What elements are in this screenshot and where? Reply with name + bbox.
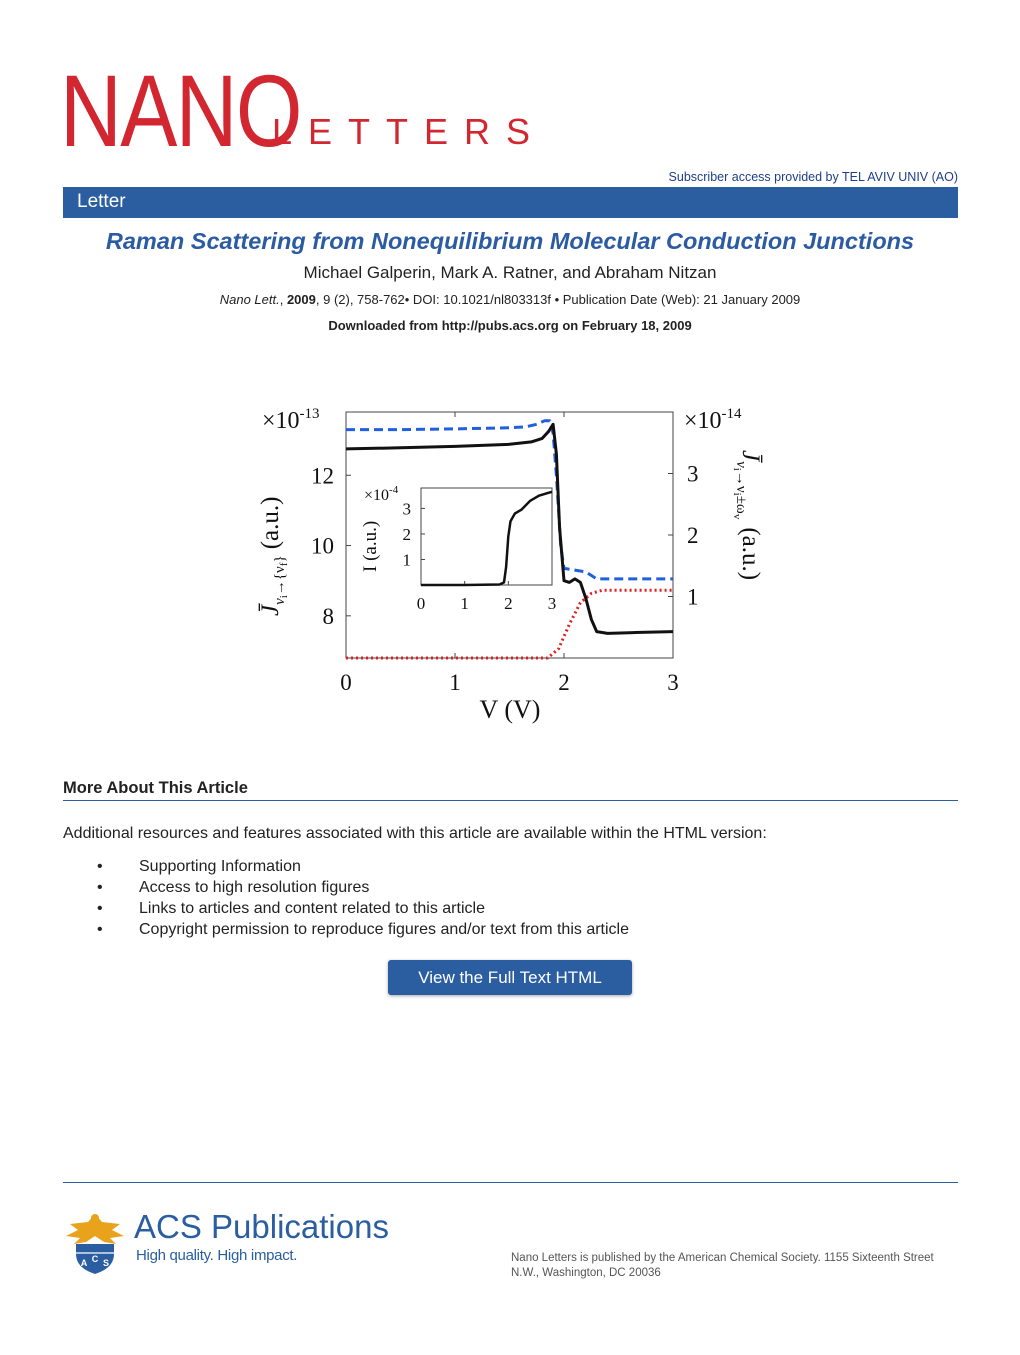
seal-letter-s: S xyxy=(102,1258,110,1268)
figure-svg xyxy=(240,388,780,728)
download-note: Downloaded from http://pubs.acs.org on February 18, 2009 xyxy=(328,318,692,333)
acs-publications-name: ACS Publications xyxy=(134,1208,389,1245)
citation-details: , 9 (2), 758-762• DOI: 10.1021/nl803313f • Publication Date (Web): 21 January 2009 xyxy=(315,292,801,307)
y-left-tick-label: 8 xyxy=(322,603,334,629)
subscriber-note: Subscriber access provided by TEL AVIV UNIV (AO) xyxy=(668,170,958,184)
citation-journal: Nano Lett. xyxy=(219,292,280,307)
x-axis-label: V (V) xyxy=(479,695,541,724)
citation-year: 2009 xyxy=(286,292,316,307)
inset-y-tick-label: 2 xyxy=(402,524,411,544)
more-about-heading: More About This Article xyxy=(63,779,248,797)
y-right-tick-label: 3 xyxy=(687,461,699,487)
resource-link[interactable]: Access to high resolution figures xyxy=(139,879,370,896)
footer-divider xyxy=(63,1182,958,1183)
journal-logo-nano: NANO xyxy=(60,54,301,168)
seal-letter-c: C xyxy=(91,1254,99,1264)
x-tick-label: 2 xyxy=(558,670,570,695)
y-right-axis-label: $J̄_\nu i\to\nu i\pm\omega v(a.u.)$ xyxy=(731,450,764,581)
acs-tagline: High quality. High impact. xyxy=(136,1247,298,1264)
y-left-axis-label: $J̄_\nu i\to\{\nu f\}(a.u.)$ xyxy=(257,496,290,616)
bullet-icon: • xyxy=(97,879,103,896)
x-tick-label: 1 xyxy=(449,670,461,695)
acs-logo xyxy=(62,1210,128,1281)
section-bar xyxy=(63,187,958,218)
inset-x-tick-label: 0 xyxy=(416,594,426,613)
inset-y-tick-label: 1 xyxy=(402,550,411,570)
y-right-tick-label: 2 xyxy=(687,523,699,548)
y-right-tick-label: 1 xyxy=(687,584,699,610)
article-authors: Michael Galperin, Mark A. Ratner, and Abraham Nitzan xyxy=(303,263,717,282)
journal-logo-letters: LETTERS xyxy=(272,111,547,152)
bullet-icon: • xyxy=(97,900,103,917)
article-title[interactable]: Raman Scattering from Nonequilibrium Molecular Conduction Junctions xyxy=(105,228,915,254)
inset-x-tick-label: 1 xyxy=(460,594,469,613)
x-tick-label: 0 xyxy=(340,670,352,695)
more-about-intro: Additional resources and features associated with this article are available within the HTML version: xyxy=(63,825,767,842)
inset-y-label: I (a.u.) xyxy=(360,520,381,572)
publisher-note: Nano Letters is published by the American Chemical Society. 1155 Sixteenth Street N.W., Washington, DC 20036 xyxy=(511,1252,934,1279)
y-right-multiplier: $\times 10^{-14}$ xyxy=(684,406,742,434)
bullet-icon: • xyxy=(97,921,103,938)
inset-x-tick-label: 3 xyxy=(547,594,557,613)
y-left-tick-label: 10 xyxy=(311,533,334,559)
inset-y-tick-label: 3 xyxy=(402,499,411,519)
y-left-tick-label: 12 xyxy=(311,463,334,489)
seal-letter-a: A xyxy=(80,1258,88,1268)
acs-eagle-icon xyxy=(62,1210,128,1276)
y-left-multiplier: $\times 10^{-13}$ xyxy=(262,406,320,434)
article-figure xyxy=(240,388,780,733)
x-tick-label: 3 xyxy=(667,670,679,695)
section-label: Letter xyxy=(77,191,126,212)
inset-frame xyxy=(421,488,552,585)
view-full-text-button[interactable]: View the Full Text HTML xyxy=(388,960,632,995)
inset-multiplier: $\times 10^{-4}$ xyxy=(364,484,399,504)
resource-link[interactable]: Copyright permission to reproduce figures and/or text from this article xyxy=(139,921,629,938)
article-citation: Nano Lett., 2009, 9 (2), 758-762• DOI: 10.1021/nl803313f • Publication Date (Web): 21 January 2009 xyxy=(219,292,801,307)
more-about-divider xyxy=(63,800,958,801)
inset-x-tick-label: 2 xyxy=(504,594,513,613)
resource-link[interactable]: Links to articles and content related to this article xyxy=(139,900,485,917)
bullet-icon: • xyxy=(97,858,103,875)
resource-link[interactable]: Supporting Information xyxy=(139,858,301,875)
